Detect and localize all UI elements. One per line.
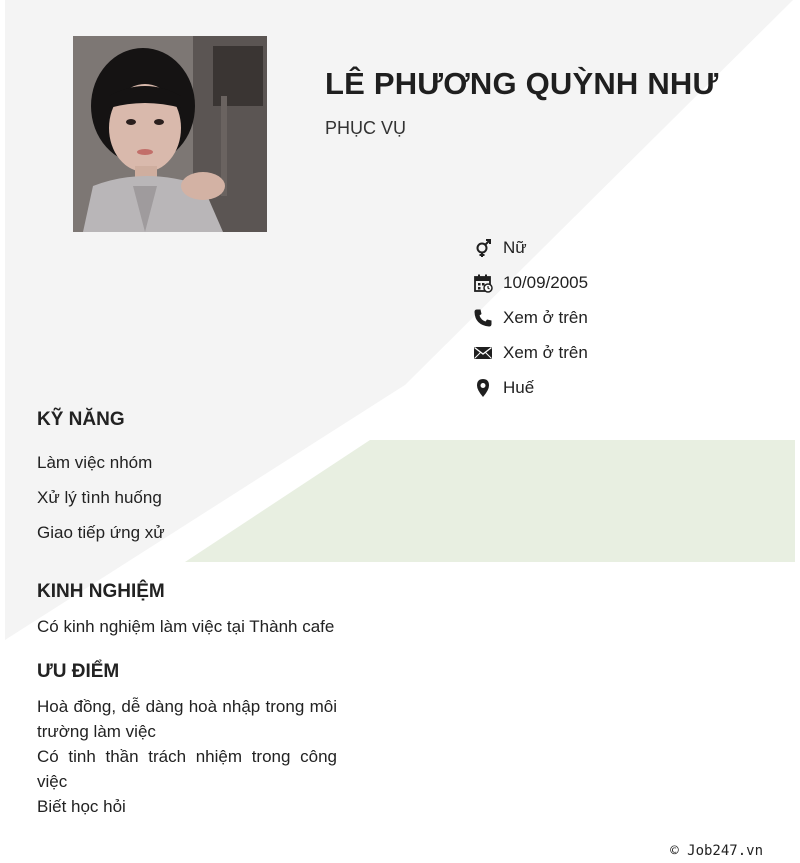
contact-email <box>473 335 773 370</box>
phone-icon <box>473 308 493 328</box>
skill-item: Giao tiếp ứng xử <box>37 522 165 542</box>
strengths-list <box>37 694 337 819</box>
experience-text: Có kinh nghiệm làm việc tại Thành cafe <box>37 617 335 636</box>
contact-list <box>473 230 773 405</box>
skill-item: Xử lý tình huống <box>37 487 162 507</box>
calendar-icon <box>473 273 493 293</box>
location-icon <box>473 378 493 398</box>
gender-icon <box>473 238 493 258</box>
contact-birthday <box>473 265 773 300</box>
strength-item: Hoà đồng, dễ dàng hoà nhập trong môi trường làm việc <box>37 697 337 741</box>
strength-item: Có tinh thần trách nhiệm trong công việc <box>37 747 337 791</box>
email-value: Xem ở trên <box>503 342 588 362</box>
location-value: Huế <box>503 377 535 397</box>
job-title: PHỤC VỤ <box>325 118 407 138</box>
skill-item: Làm việc nhóm <box>37 452 153 472</box>
skills-list <box>37 445 165 550</box>
gender-value: Nữ <box>503 237 527 257</box>
email-icon <box>473 343 493 363</box>
birthday-value: 10/09/2005 <box>503 272 589 292</box>
contact-location <box>473 370 773 405</box>
experience-heading: KINH NGHIỆM <box>37 581 165 602</box>
contact-gender <box>473 230 773 265</box>
contact-phone <box>473 300 773 335</box>
footer-credit: © Job247.vn <box>670 843 763 859</box>
phone-value: Xem ở trên <box>503 307 588 327</box>
candidate-name: LÊ PHƯƠNG QUỲNH NHƯ <box>325 66 719 101</box>
strengths-heading: ƯU ĐIỂM <box>37 661 120 682</box>
skills-heading: KỸ NĂNG <box>37 409 125 430</box>
strength-item: Biết học hỏi <box>37 797 126 816</box>
avatar <box>73 36 267 232</box>
